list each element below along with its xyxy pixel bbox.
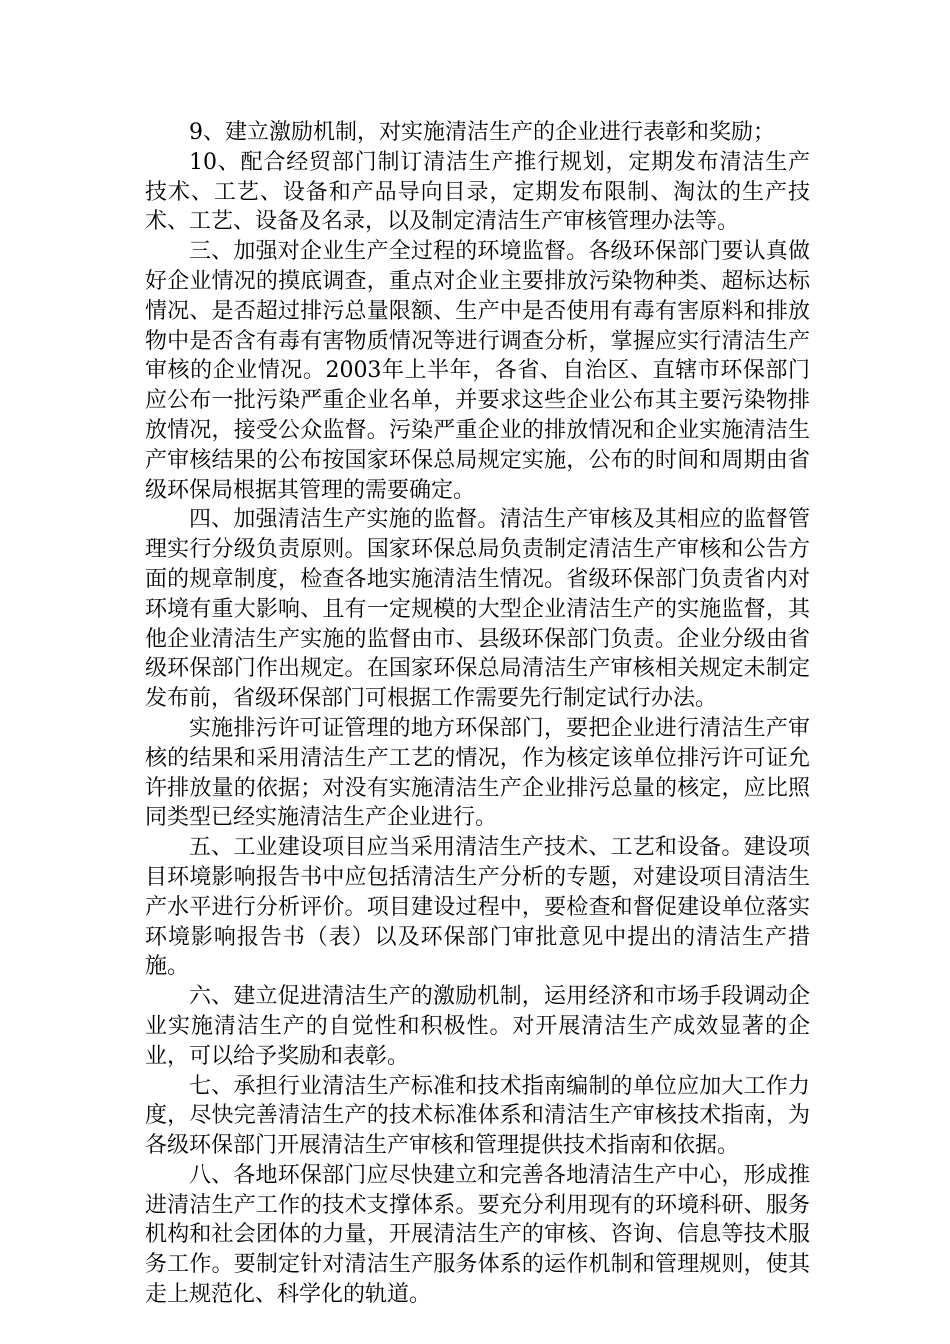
paragraph-section-7: 七、承担行业清洁生产标准和技术指南编制的单位应加大工作力度，尽快完善清洁生产的技术标准体系和清洁生产审核技术指南，为各级环保部门开展清洁生产审核和管理提供技术指南和依据。	[145, 1073, 810, 1159]
paragraph-section-8: 八、各地环保部门应尽快建立和完善各地清洁生产中心，形成推进清洁生产工作的技术支撑体系。要充分利用现有的环境科研、服务机构和社会团体的力量，开展清洁生产的审核、咨询、信息等技术服务工作。要制定针对清洁生产服务体系的运作机制和管理规则，使其走上规范化、科学化的轨道。	[145, 1162, 810, 1308]
paragraph-section-4: 四、加强清洁生产实施的监督。清洁生产审核及其相应的监督管理实行分级负责原则。国家环保总局负责制定清洁生产审核和公告方面的规章制度，检查各地实施清洁生情况。省级环保部门负责省内对环境有重大影响、且有一定规模的大型企业清洁生产的实施监督，其他企业清洁生产实施的监督由市、县级环保部门负责。企业分级由省级环保部门作出规定。在国家环保总局清洁生产审核相关规定未制定发布前，省级环保部门可根据工作需要先行制定试行办法。	[145, 507, 810, 712]
document-page	[145, 118, 810, 1310]
paragraph-section-5: 五、工业建设项目应当采用清洁生产技术、工艺和设备。建设项目环境影响报告书中应包括清洁生产分析的专题，对建设项目清洁生产水平进行分析评价。项目建设过程中，要检查和督促建设单位落实环境影响报告书（表）以及环保部门审批意见中提出的清洁生产措施。	[145, 835, 810, 980]
paragraph-item-9: 9、建立激励机制，对实施清洁生产的企业进行表彰和奖励；	[189, 120, 775, 145]
paragraph-section-3: 三、加强对企业生产全过程的环境监督。各级环保部门要认真做好企业情况的摸底调查，重点对企业主要排放污染物种类、超标达标情况、是否超过排污总量限额、生产中是否使用有毒有害原料和排放物中是否含有毒有害物质情况等进行调查分析，掌握应实行清洁生产审核的企业情况。2003年上半年，各省、自治区、直辖市环保部门应公布一批污染严重企业名单，并要求这些企业公布其主要污染物排放情况，接受公众监督。污染严重企业的排放情况和企业实施清洁生产审核结果的公布按国家环保总局规定实施，公布的时间和周期由省级环保局根据其管理的需要确定。	[145, 239, 810, 503]
paragraph-section-6: 六、建立促进清洁生产的激励机制，运用经济和市场手段调动企业实施清洁生产的自觉性和积极性。对开展清洁生产成效显著的企业，可以给予奖励和表彰。	[145, 984, 810, 1069]
paragraph-permit-management: 实施排污许可证管理的地方环保部门，要把企业进行清洁生产审核的结果和采用清洁生产工艺的情况，作为核定该单位排污许可证允许排放量的依据；对没有实施清洁生产企业排污总量的核定，应比照同类型已经实施清洁生产企业进行。	[145, 715, 810, 831]
paragraph-item-10: 10、配合经贸部门制订清洁生产推行规划，定期发布清洁生产技术、工艺、设备和产品导向目录，定期发布限制、淘汰的生产技术、工艺、设备及名录，以及制定清洁生产审核管理办法等。	[145, 149, 810, 235]
